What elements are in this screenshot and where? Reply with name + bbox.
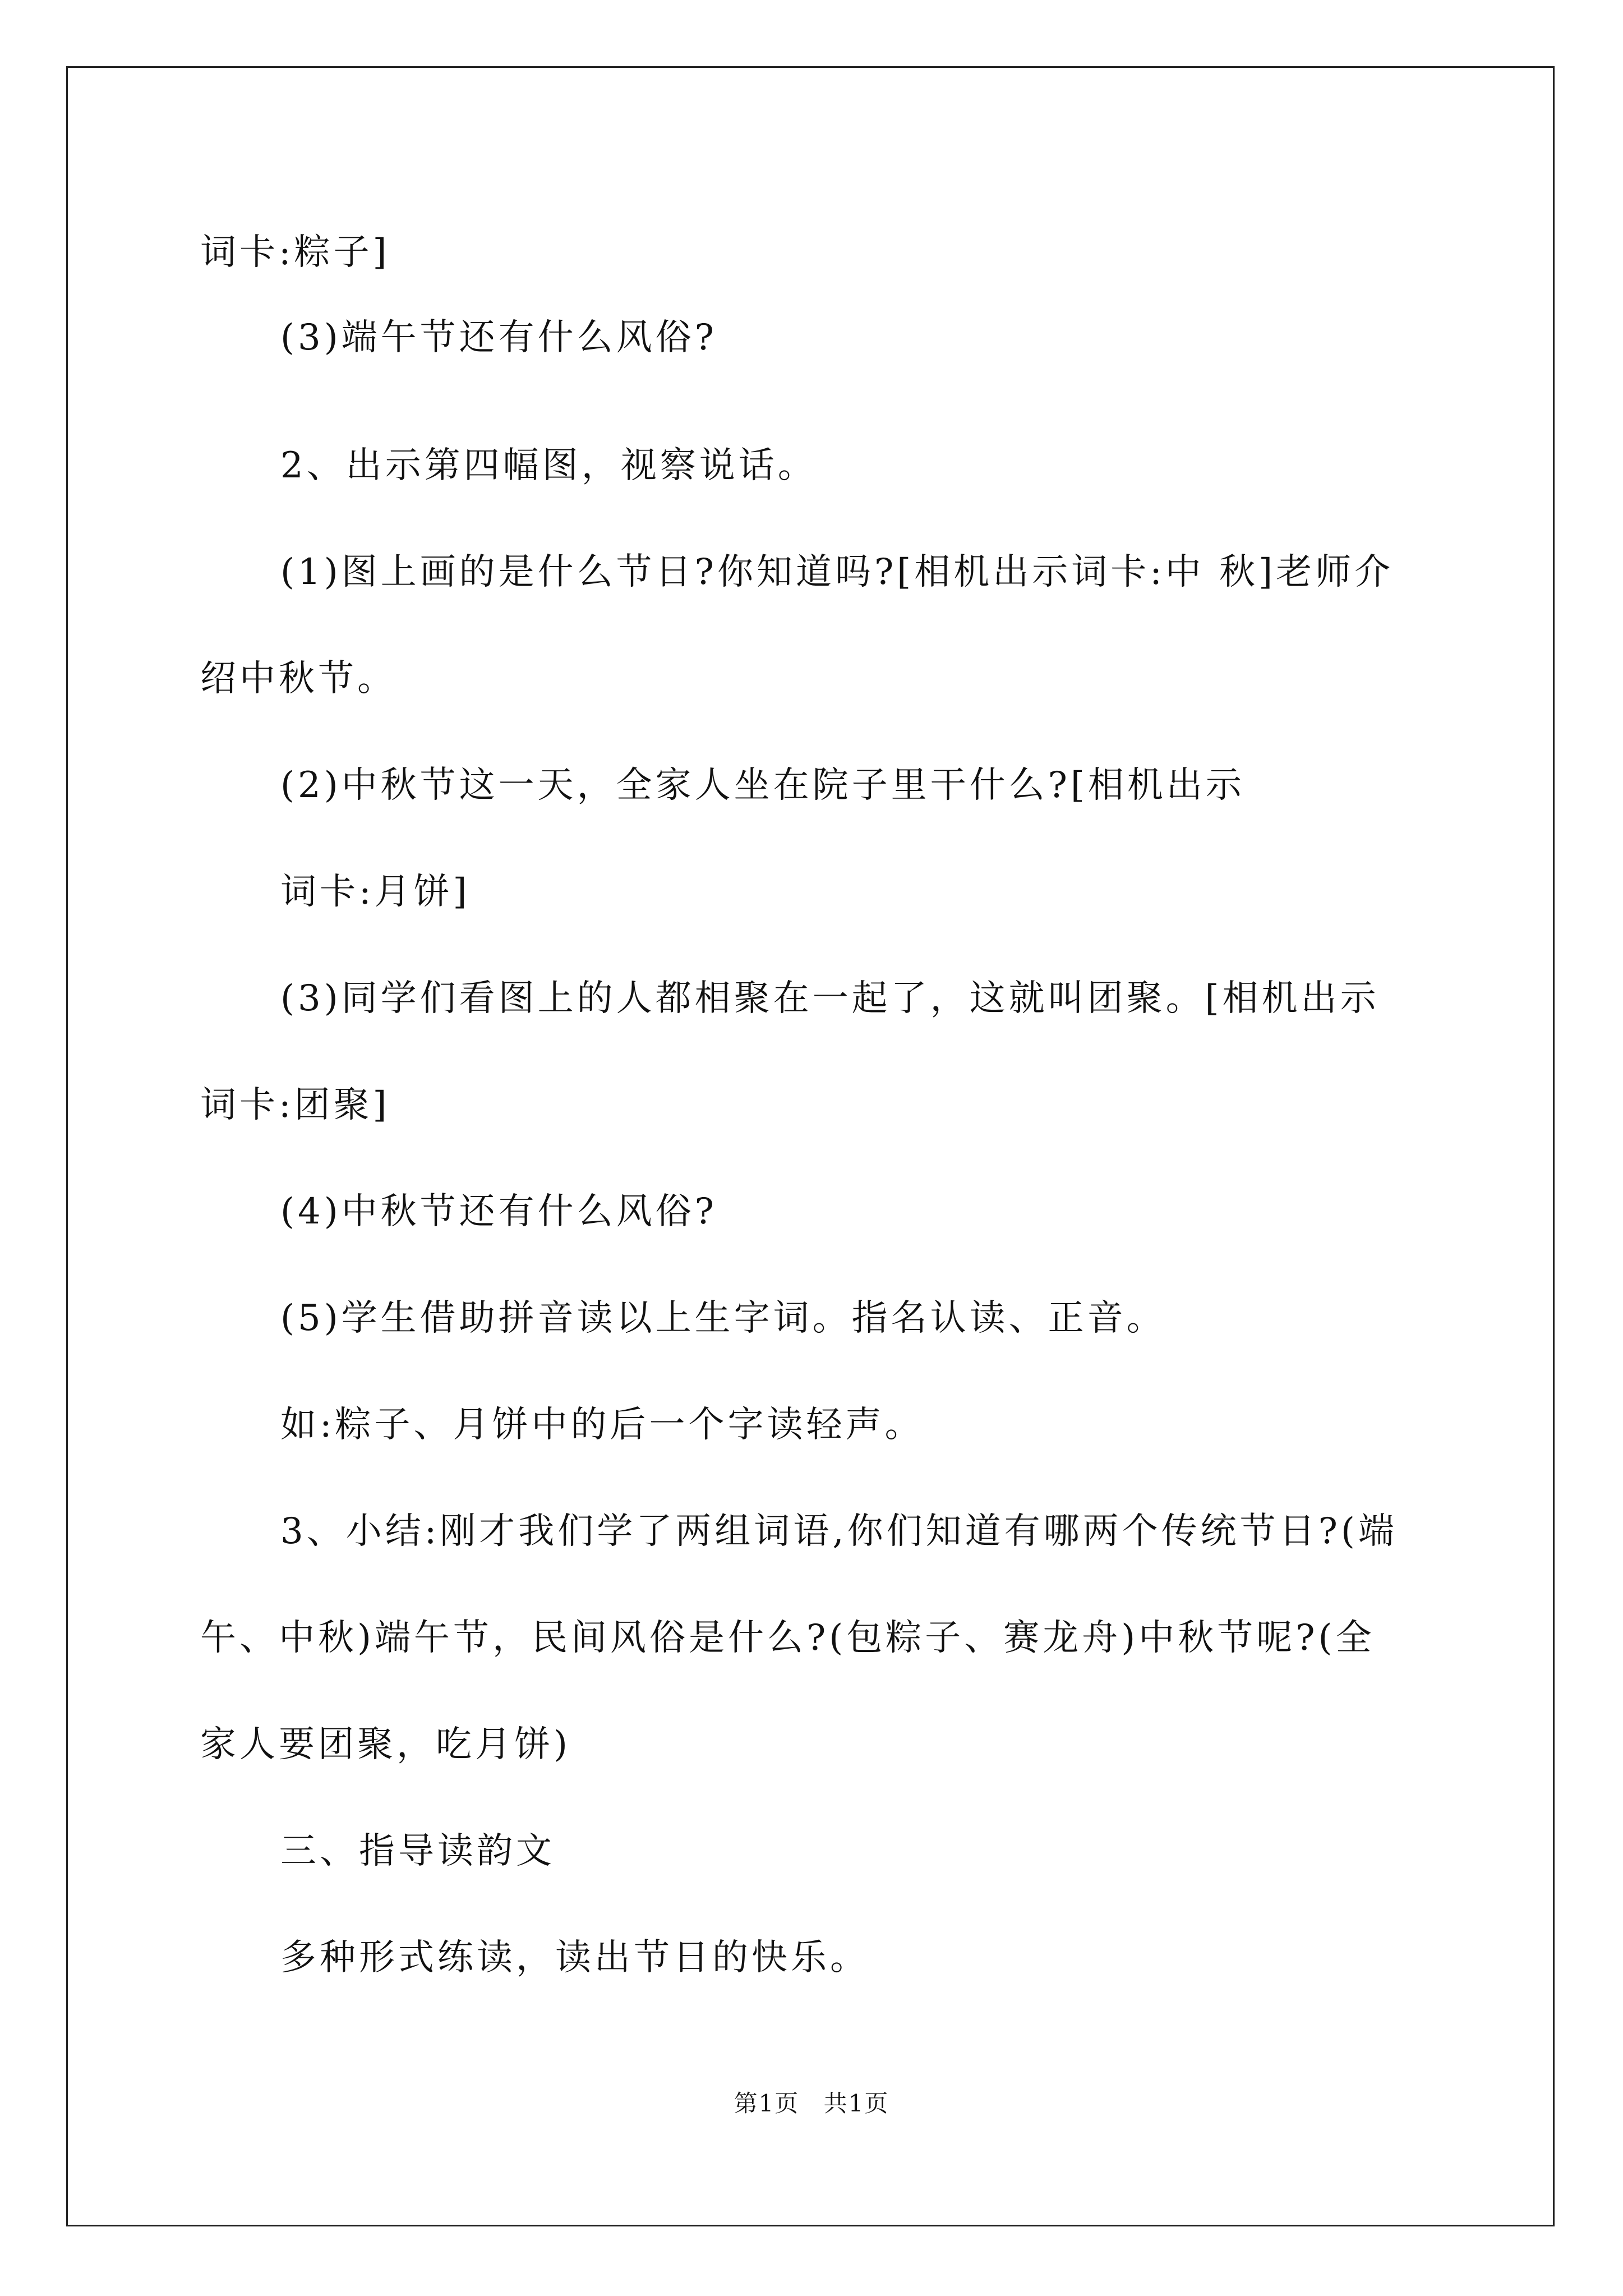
- text-line: 午、中秋)端午节，民间风俗是什么?(包粽子、赛龙舟)中秋节呢?(全: [200, 1617, 1375, 1659]
- text-line: (1)图上画的是什么节日?你知道吗?[相机出示词卡:中 秋]老师介: [280, 551, 1394, 593]
- text-line: 家人要团聚，吃月饼): [200, 1724, 571, 1765]
- text-line: (3)端午节还有什么风俗?: [280, 317, 717, 358]
- text-line: (5)学生借助拼音读以上生字词。指名认读、正音。: [280, 1297, 1166, 1339]
- text-line: 绍中秋节。: [200, 658, 396, 700]
- text-line: 2、出示第四幅图，视察说话。: [280, 445, 817, 486]
- text-line: 3、小结:刚才我们学了两组词语,你们知道有哪两个传统节日?(端: [280, 1511, 1398, 1552]
- text-line: (3)同学们看图上的人都相聚在一起了，这就叫团聚。[相机出示: [280, 978, 1380, 1019]
- text-line: 词卡:月饼]: [280, 871, 471, 913]
- page-number: 第1页: [734, 2090, 800, 2117]
- text-line: 词卡:粽子]: [200, 232, 390, 273]
- text-line: 多种形式练读，读出节日的快乐。: [280, 1937, 869, 1978]
- text-line: 三、指导读韵文: [280, 1830, 555, 1872]
- text-line: (2)中秋节这一天，全家人坐在院子里干什么?[相机出示: [280, 765, 1245, 806]
- page-footer: [0, 2088, 1623, 2119]
- page-total: 共1页: [823, 2090, 889, 2117]
- text-line: (4)中秋节还有什么风俗?: [280, 1191, 717, 1232]
- text-line: 如:粽子、月饼中的后一个字读轻声。: [280, 1404, 924, 1446]
- text-line: 词卡:团聚]: [200, 1084, 390, 1126]
- page-border: [66, 66, 1555, 2226]
